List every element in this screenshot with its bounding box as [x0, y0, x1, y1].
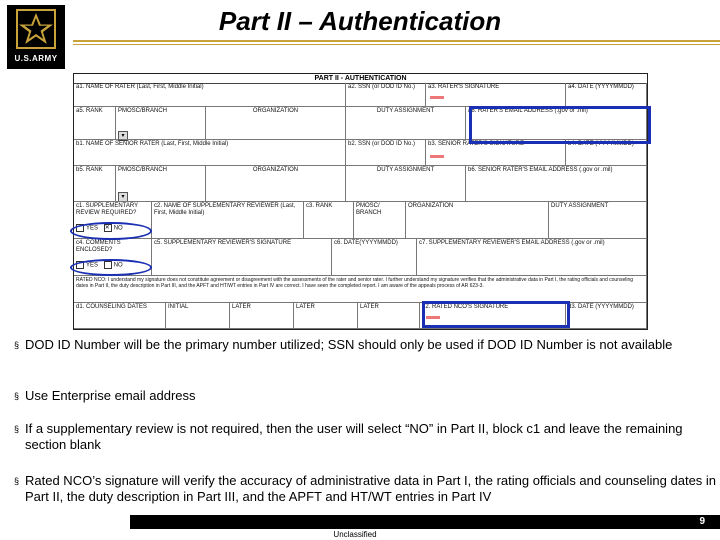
bullet-marker: §	[14, 424, 20, 434]
rater-duty-field[interactable]: DUTY ASSIGNMENT	[346, 107, 466, 140]
supp-reviewer-duty-field[interactable]: DUTY ASSIGNMENT	[549, 202, 647, 239]
rated-nco-signature-label: d2. RATED NCO'S SIGNATURE	[422, 304, 509, 310]
supp-reviewer-signature-field[interactable]: c5. SUPPLEMENTARY REVIEWER'S SIGNATURE	[152, 239, 332, 276]
counseling-initial-field[interactable]: INITIAL	[166, 303, 230, 329]
senior-rater-ssn-field[interactable]: b2. SSN (or DOD ID No.)	[346, 140, 426, 166]
supp-reviewer-org-field[interactable]: ORGANIZATION	[406, 202, 549, 239]
supp-reviewer-email-field[interactable]: c7. SUPPLEMENTARY REVIEWER'S EMAIL ADDRESS (.gov or .mil)	[417, 239, 647, 276]
nco-signature-highlight-box	[422, 301, 570, 328]
rated-nco-statement: RATED NCO: I understand my signature does not constitute agreement or disagreement with the assessments of the rater and senior rater. I further understand my signature verifies that the administrative data in Part I, the rating officials and counseling dates in Part II, the duty description in Part III, and the APFT and HT/WT entries in Part IV are correct. I have seen the completed report. I am aware of the appeals process of AR 623-3.	[74, 276, 647, 303]
supplementary-review-label: c1. SUPPLEMENTARY REVIEW REQUIRED?	[76, 203, 139, 216]
comments-highlight-ring	[70, 259, 152, 276]
supp-reviewer-date-field[interactable]: c6. DATE(YYYYMMDD)	[332, 239, 417, 276]
counseling-dates-label: d1. COUNSELING DATES	[74, 303, 166, 329]
senior-rater-rank-field[interactable]: b5. RANK	[74, 166, 116, 202]
rater-pmosc-field[interactable]: PMOSC/BRANCH	[116, 107, 206, 140]
comments-yes-label: YES	[86, 262, 99, 269]
bullet-text: Rated NCO’s signature will verify the accuracy of administrative data in Part I, the rating officials and counseling dates in Part II, the duty description in Part III, and the APFT and HT/WT entries in Part IV	[25, 473, 717, 504]
supp-no-highlight-ring	[70, 222, 152, 240]
logo-text: U.S.ARMY	[14, 54, 58, 63]
counseling-later-field-2[interactable]: LATER	[294, 303, 358, 329]
form-header: PART II - AUTHENTICATION	[74, 74, 647, 84]
rater-date-field[interactable]: a4. DATE (YYYYMMDD)	[566, 83, 647, 107]
senior-rater-date-field[interactable]: b4. DATE (YYYYMMDD)	[566, 140, 647, 166]
rater-org-field[interactable]: ORGANIZATION	[206, 107, 346, 140]
rater-signature-label: a3. RATER'S SIGNATURE	[428, 84, 500, 90]
rank-dropdown-icon[interactable]: ▾	[118, 131, 128, 141]
rater-ssn-field[interactable]: a2. SSN (or DOD ID No.)	[346, 83, 426, 107]
footer-bar	[130, 515, 720, 529]
classification-label: Unclassified	[333, 530, 377, 539]
senior-rater-signature-label: b3. SENIOR RATER'S SIGNATURE	[428, 141, 524, 147]
header-rule	[73, 40, 720, 42]
rank-dropdown-icon[interactable]: ▾	[118, 192, 128, 202]
supp-reviewer-rank-field[interactable]: c3. RANK	[304, 202, 354, 239]
senior-rater-pmosc-field[interactable]: PMOSC/BRANCH	[116, 166, 206, 202]
bullet-marker: §	[14, 391, 20, 401]
signature-marker	[430, 155, 444, 158]
comments-no-label: NO	[113, 262, 123, 269]
counseling-later-field-1[interactable]: LATER	[230, 303, 294, 329]
header-rule-thin	[73, 44, 720, 45]
rater-email-field[interactable]: a6. RATER'S EMAIL ADDRESS (.gov or .mil)	[466, 107, 647, 140]
rater-rank-field[interactable]: a5. RANK	[74, 107, 116, 140]
email-highlight-box	[469, 106, 651, 144]
rater-signature-field[interactable]	[426, 83, 566, 107]
senior-rater-email-field[interactable]: b6. SENIOR RATER'S EMAIL ADDRESS (.gov or .mil)	[466, 166, 647, 202]
bullet-text: If a supplementary review is not required, then the user will select “NO” in Part II, block c1 and leave the remaining section blank	[25, 421, 683, 452]
supp-no-checkbox[interactable]: ✕	[104, 225, 110, 231]
senior-rater-name-field[interactable]: b1. NAME OF SENIOR RATER (Last, First, Middle Initial)	[74, 140, 346, 166]
rater-name-field[interactable]: a1. NAME OF RATER (Last, First, Middle Initial)	[74, 83, 346, 107]
counseling-later-field-3[interactable]: LATER	[358, 303, 420, 329]
supp-yes-label: YES	[86, 225, 99, 232]
bullet-marker: §	[14, 476, 20, 486]
supp-no-label: NO	[113, 225, 123, 232]
rated-nco-date-field[interactable]: d3. DATE (YYYYMMDD)	[566, 303, 647, 329]
comments-enclosed-label: c4. COMMENTS ENCLOSED?	[76, 240, 121, 253]
bullet-marker: §	[14, 340, 20, 350]
signature-marker	[430, 96, 444, 99]
senior-rater-org-field[interactable]: ORGANIZATION	[206, 166, 346, 202]
authentication-form	[73, 73, 648, 330]
supp-reviewer-name-field[interactable]: c2. NAME OF SUPPLEMENTARY REVIEWER (Last, First, Middle Initial)	[152, 202, 304, 239]
senior-rater-duty-field[interactable]: DUTY ASSIGNMENT	[346, 166, 466, 202]
page-title: Part II – Authentication	[218, 6, 502, 36]
bullet-text: Use Enterprise email address	[25, 388, 196, 403]
page-number: 9	[699, 516, 705, 527]
supp-reviewer-pmosc-field[interactable]: PMOSC/ BRANCH	[354, 202, 406, 239]
bullet-text: DOD ID Number will be the primary number utilized; SSN should only be used if DOD ID Number is not available	[25, 337, 673, 352]
